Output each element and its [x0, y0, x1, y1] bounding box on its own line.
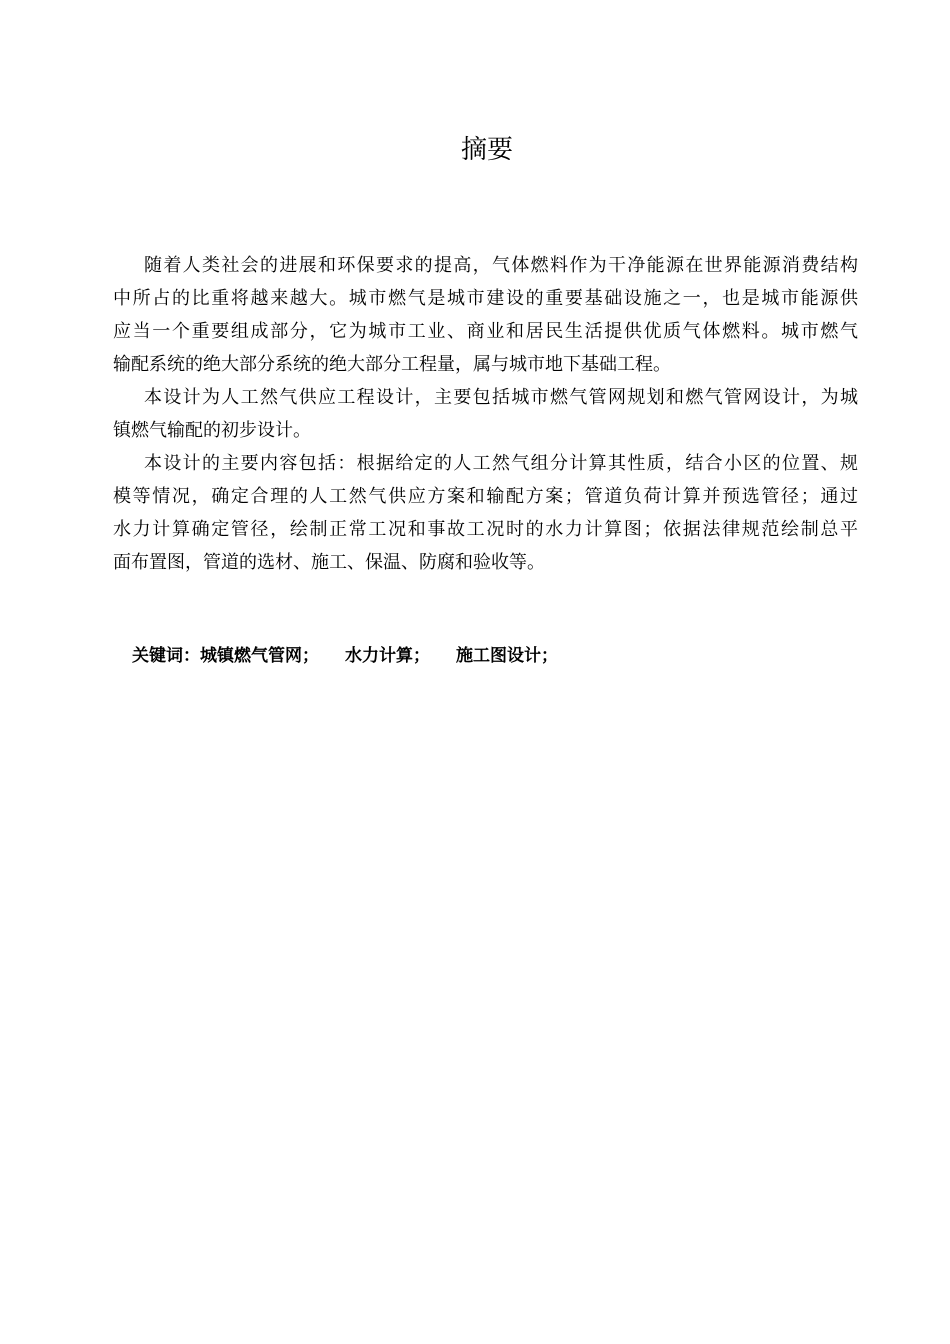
paragraph-3-line-4: 面布置图，管道的选材、施工、保温、防腐和验收等。 [113, 552, 545, 573]
paragraph-1-line-2: 中所占的比重将越来越大。城市燃气是城市建设的重要基础设施之一，也是城市能源供 [113, 288, 858, 309]
keyword-item: 水力计算； [345, 646, 430, 666]
paragraph-3-line-2: 模等情况，确定合理的人工然气供应方案和输配方案；管道负荷计算并预选管径；通过 [113, 486, 858, 507]
page-title: 摘要 [460, 135, 513, 165]
keywords-label: 关键词： [132, 646, 200, 666]
paragraph-2-line-2: 镇燃气输配的初步设计。 [113, 420, 311, 441]
paragraph-3-line-1: 本设计的主要内容包括：根据给定的人工然气组分计算其性质，结合小区的位置、规 [144, 453, 858, 474]
keyword-item: 城镇燃气管网； [200, 646, 319, 666]
paragraph-1-line-4: 输配系统的绝大部分系统的绝大部分工程量，属与城市地下基础工程。 [113, 354, 671, 375]
keyword-item: 施工图设计； [456, 646, 558, 666]
paragraph-3-line-3: 水力计算确定管径，绘制正常工况和事故工况时的水力计算图；依据法律规范绘制总平 [113, 519, 858, 540]
paragraph-1-line-3: 应当一个重要组成部分，它为城市工业、商业和居民生活提供优质气体燃料。城市燃气 [113, 321, 858, 342]
keywords-line [132, 642, 558, 670]
paragraph-1-line-1: 随着人类社会的进展和环保要求的提高，气体燃料作为干净能源在世界能源消费结构 [144, 255, 858, 276]
paragraph-2-line-1: 本设计为人工然气供应工程设计，主要包括城市燃气管网规划和燃气管网设计，为城 [144, 387, 858, 408]
